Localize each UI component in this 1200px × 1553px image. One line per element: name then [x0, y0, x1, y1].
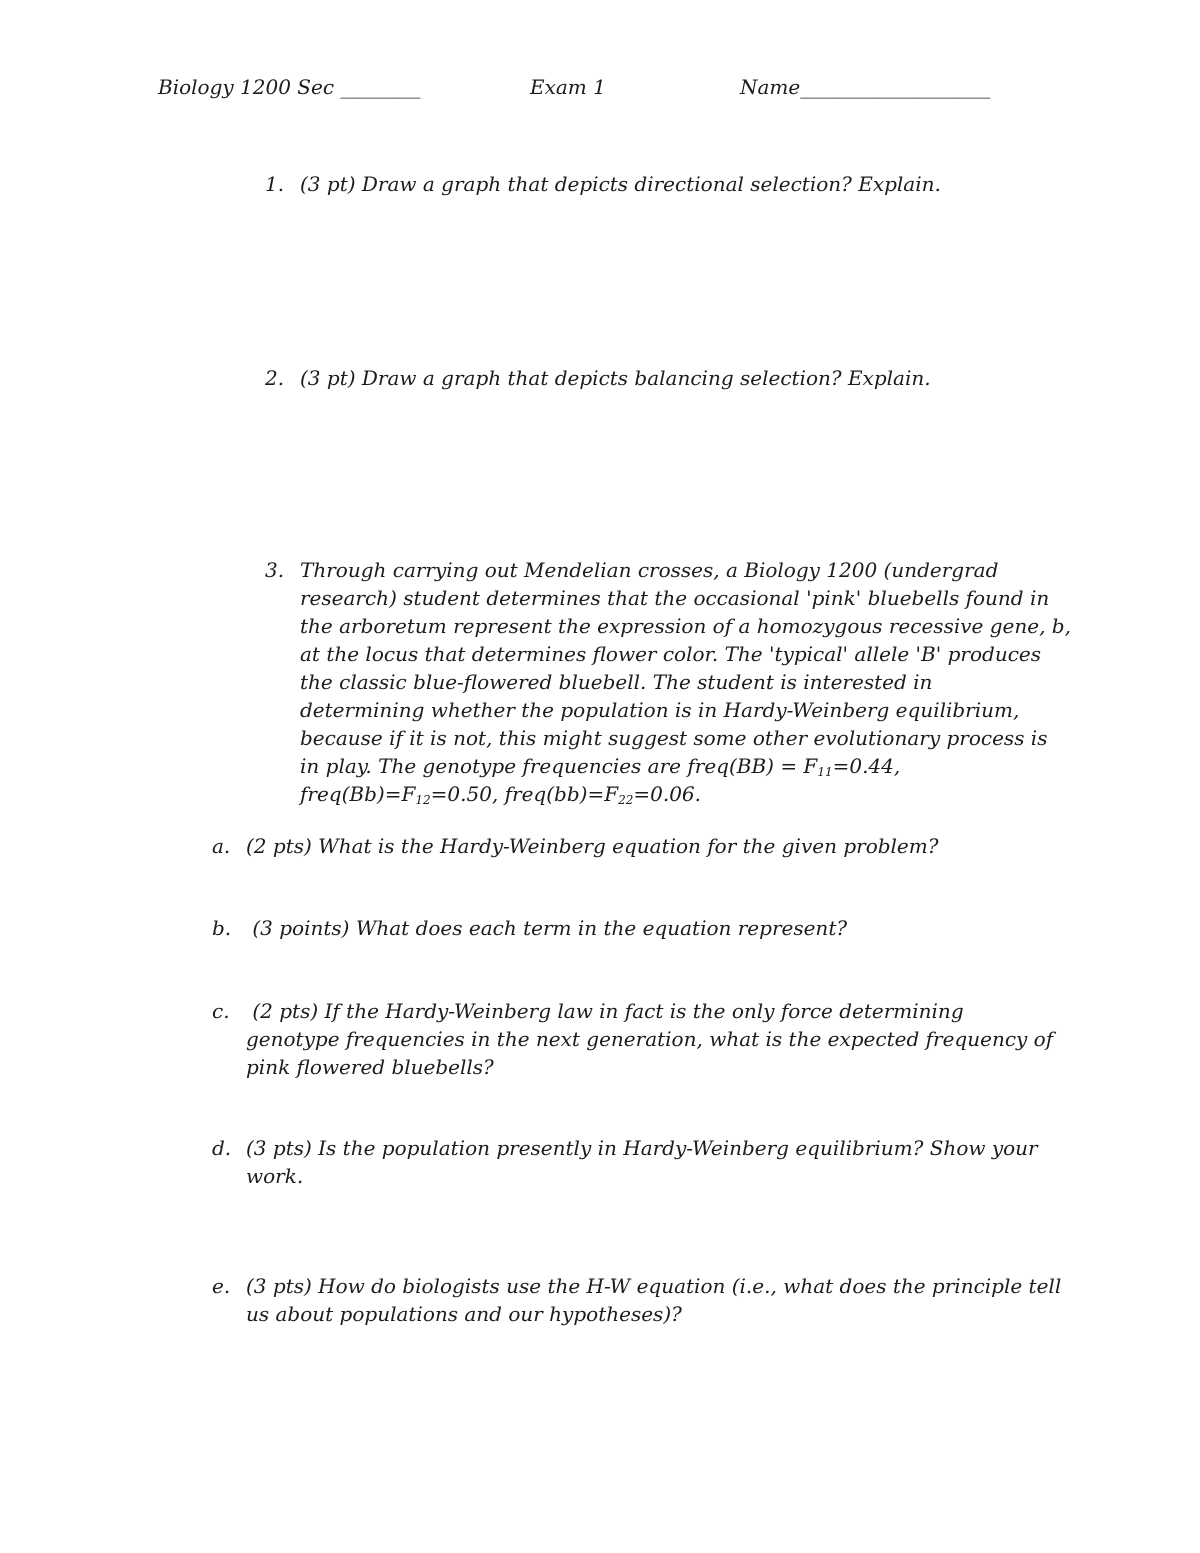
subquestion-letter: e.: [212, 1274, 231, 1298]
subquestion-letter: a.: [212, 834, 231, 858]
question-text-line: because if it is not, this might suggest some other evolutionary process is: [300, 726, 1048, 750]
subscript: 22: [618, 793, 634, 807]
text-segment: in play. The genotype frequencies are freq(BB) = F: [300, 754, 818, 778]
subquestion-text-line: (2 pts) What is the Hardy-Weinberg equation for the given problem?: [246, 834, 939, 858]
question-text: (3 pt) Draw a graph that depicts directional selection? Explain.: [300, 172, 941, 196]
question-number: 3.: [265, 558, 285, 582]
text-segment: =0.50, freq(bb)=F: [430, 782, 619, 806]
subquestion-text: [246, 997, 1053, 1081]
text-segment: freq(Bb)=F: [300, 782, 416, 806]
subquestion-text-line: (3 pts) How do biologists use the H-W equation (i.e., what does the principle tell: [246, 1274, 1062, 1298]
subquestion-text-line: (2 pts) If the Hardy-Weinberg law in fact is the only force determining: [246, 999, 964, 1023]
text-segment: =0.44,: [832, 754, 901, 778]
question-text-line: determining whether the population is in Hardy-Weinberg equilibrium,: [300, 698, 1020, 722]
question-text-line: the arboretum represent the expression of a homozygous recessive gene, b,: [300, 614, 1071, 638]
subquestion-text-line: (3 pts) Is the population presently in Hardy-Weinberg equilibrium? Show your: [246, 1136, 1038, 1160]
subquestion-letter: c.: [212, 999, 230, 1023]
question-text-line: the classic blue-flowered bluebell. The student is interested in: [300, 670, 933, 694]
question-text-line: Through carrying out Mendelian crosses, a Biology 1200 (undergrad: [300, 558, 999, 582]
text-segment: =0.06.: [633, 782, 702, 806]
question-number: 2.: [265, 366, 285, 390]
question-text-line: [300, 780, 1071, 808]
subquestion-text: [246, 1134, 1038, 1190]
subquestion-letter: d.: [212, 1136, 232, 1160]
subquestion-text-line: (3 points) What does each term in the equation represent?: [246, 916, 848, 940]
subquestion-text-line: us about populations and our hypotheses)?: [246, 1302, 682, 1326]
subquestion-text-line: genotype frequencies in the next generation, what is the expected frequency of: [246, 1027, 1054, 1051]
student-name-field: Name___________________: [740, 75, 991, 99]
question-text-line: at the locus that determines flower color. The 'typical' allele 'B' produces: [300, 642, 1041, 666]
question-number: 1.: [265, 172, 285, 196]
course-section-field: Biology 1200 Sec ________: [158, 75, 421, 99]
question-text: [300, 556, 1071, 808]
subquestion-text: [246, 832, 938, 860]
subscript: 12: [415, 793, 431, 807]
subquestion-text: [246, 1272, 1061, 1328]
subquestion-text-line: pink flowered bluebells?: [246, 1055, 494, 1079]
question-text-line: [300, 752, 1071, 780]
question-text-line: research) student determines that the occasional 'pink' bluebells found in: [300, 586, 1050, 610]
subquestion-text-line: work.: [246, 1164, 304, 1188]
subscript: 11: [817, 765, 833, 779]
subquestion-letter: b.: [212, 916, 232, 940]
question-text: (3 pt) Draw a graph that depicts balancing selection? Explain.: [300, 366, 931, 390]
exam-title: Exam 1: [530, 75, 606, 99]
subquestion-text: [246, 914, 847, 942]
